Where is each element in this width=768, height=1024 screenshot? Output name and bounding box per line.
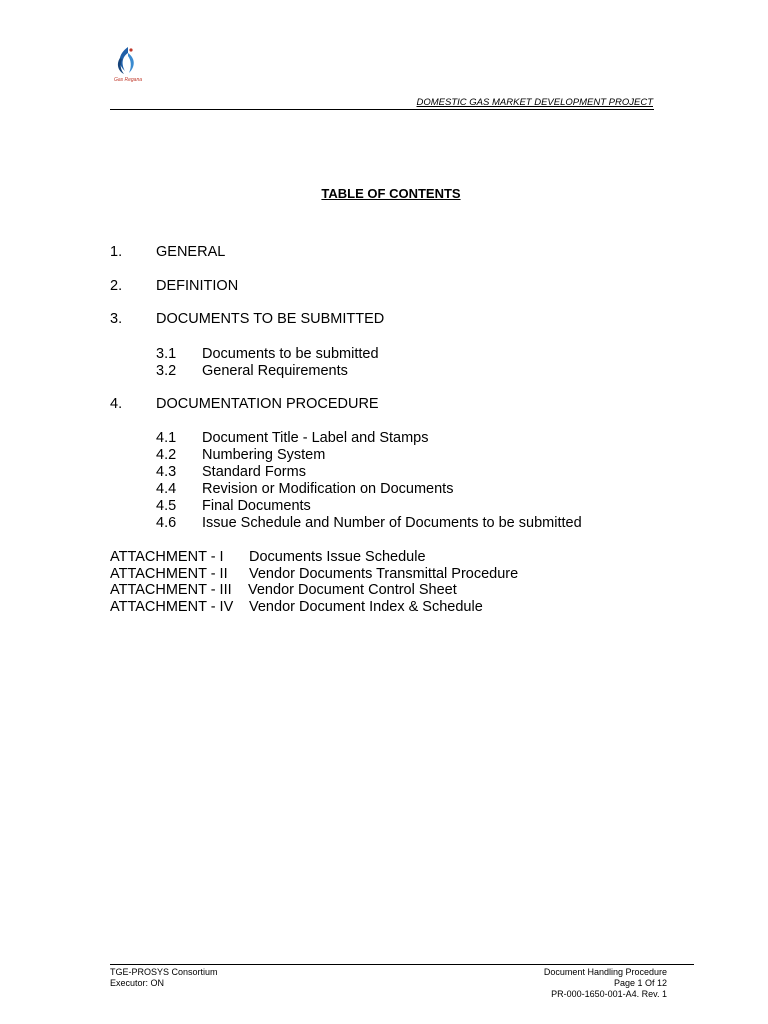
- footer-page-number: Page 1 Of 12: [613, 978, 667, 988]
- toc-entry-number: 4.6: [156, 515, 177, 531]
- header-project-title: DOMESTIC GAS MARKET DEVELOPMENT PROJECT: [416, 97, 653, 108]
- toc-entry-label: General Requirements: [202, 363, 348, 379]
- toc-entry-number: 3.1: [156, 346, 177, 362]
- toc-entry-label: Standard Forms: [202, 464, 306, 480]
- footer-consortium: TGE-PROSYS Consortium: [110, 967, 218, 977]
- toc-entry-number: 3.: [110, 311, 123, 327]
- toc-entry-number: 4.5: [156, 498, 177, 514]
- footer-divider: [110, 964, 694, 965]
- logo-caption: Gas Regana: [113, 77, 143, 83]
- gas-flame-logo-icon: [108, 44, 148, 78]
- toc-entry-number: 4.: [110, 396, 123, 412]
- toc-entry-number: 1.: [110, 244, 123, 260]
- toc-title: TABLE OF CONTENTS: [321, 186, 461, 201]
- toc-entry-label: Document Title - Label and Stamps: [202, 430, 429, 446]
- footer-document-number: PR-000-1650-001-A4. Rev. 1: [551, 989, 667, 999]
- toc-attachment-number: ATTACHMENT - III: [110, 582, 232, 598]
- toc-attachment-label: Vendor Document Control Sheet: [248, 582, 457, 598]
- toc-attachment-number: ATTACHMENT - I: [110, 549, 224, 565]
- footer-executor: Executor: ON: [110, 978, 165, 988]
- toc-entry-label: DOCUMENTATION PROCEDURE: [156, 396, 379, 412]
- footer-right: [544, 967, 667, 1000]
- toc-entry-number: 4.4: [156, 481, 177, 497]
- toc-attachment-number: ATTACHMENT - II: [110, 566, 228, 582]
- toc-entry-number: 4.3: [156, 464, 177, 480]
- toc-entry-label: Final Documents: [202, 498, 311, 514]
- toc-entry-label: Revision or Modification on Documents: [202, 481, 454, 497]
- toc-entry-number: 4.2: [156, 447, 177, 463]
- footer-document-title: Document Handling Procedure: [543, 967, 667, 977]
- toc-entry-number: 2.: [110, 278, 123, 294]
- toc-entry-number: 4.1: [156, 430, 177, 446]
- toc-attachment-number: ATTACHMENT - IV: [110, 599, 234, 615]
- header-divider: [110, 109, 654, 110]
- company-logo: [108, 44, 148, 86]
- toc-entry-label: Documents to be submitted: [202, 346, 379, 362]
- toc-entry-label: DEFINITION: [156, 278, 239, 294]
- toc-entry-label: GENERAL: [156, 244, 226, 260]
- toc-entry-number: 3.2: [156, 363, 177, 379]
- toc-entry-label: DOCUMENTS TO BE SUBMITTED: [156, 311, 385, 327]
- toc-entry-label: Issue Schedule and Number of Documents to be submitted: [202, 515, 582, 531]
- footer-left: [110, 967, 218, 989]
- toc-attachment-label: Documents Issue Schedule: [249, 549, 426, 565]
- toc-entry-label: Numbering System: [202, 447, 326, 463]
- toc-attachment-label: Vendor Documents Transmittal Procedure: [249, 566, 519, 582]
- toc-attachment-label: Vendor Document Index & Schedule: [249, 599, 483, 615]
